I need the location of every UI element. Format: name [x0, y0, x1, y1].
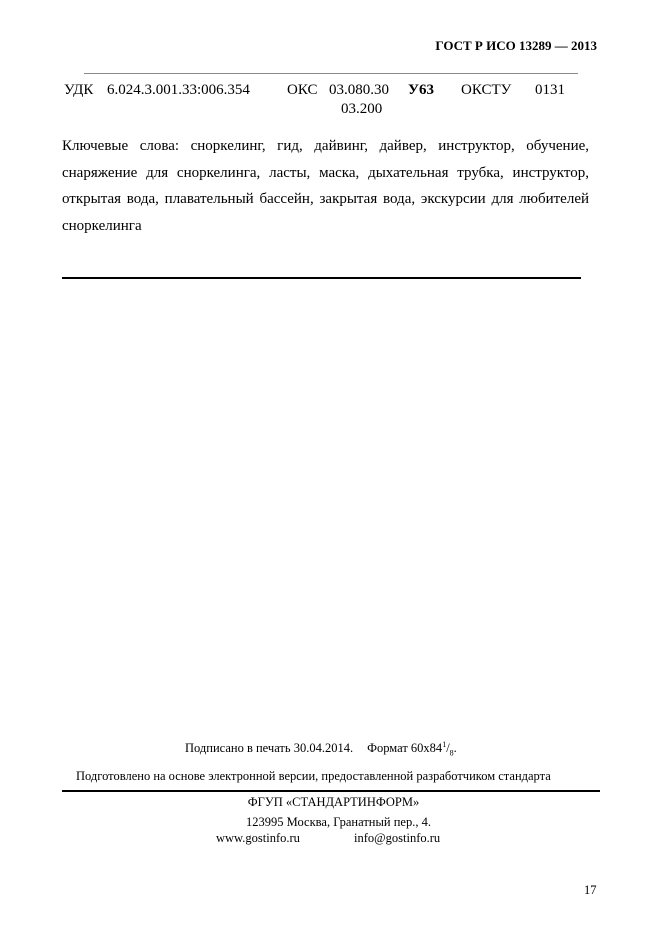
oks-value-secondary: 03.200: [341, 101, 383, 117]
publisher-website-link[interactable]: www.gostinfo.ru: [216, 831, 300, 845]
udk-value: 6.024.3.001.33:006.354: [107, 82, 250, 98]
standard-designation: ГОСТ Р ИСО 13289 — 2013: [435, 38, 597, 53]
format-text: Формат $60x84^1/_8$.: [367, 740, 457, 758]
footer-divider: [62, 790, 600, 792]
publisher-email-link[interactable]: info@gostinfo.ru: [354, 831, 441, 845]
oks-label: ОКС: [287, 82, 318, 98]
u-code: У63: [408, 82, 435, 98]
publisher-address: 123995 Москва, Гранатный пер., 4.: [246, 815, 431, 829]
imprint-prepared: Подготовлено на основе электронной версии, предоставленной разработчиком стандарта: [76, 769, 551, 783]
keywords-label: Ключевые слова:: [62, 138, 180, 154]
imprint-signed: [185, 740, 457, 758]
format-label: Формат 60x84: [367, 741, 443, 756]
signed-date-text: Подписано в печать 30.04.2014.: [185, 741, 354, 756]
okstu-label: ОКСТУ: [461, 82, 512, 98]
publisher-name: ФГУП «СТАНДАРТИНФОРМ»: [247, 795, 420, 809]
udk-label: УДК: [64, 82, 94, 98]
header-divider: [84, 73, 578, 74]
section-divider: [62, 277, 581, 279]
oks-value: 03.080.30: [329, 82, 389, 98]
keywords-text: сноркелинг, гид, дайвинг, дайвер, инструктор, обучение, снаряжение для сноркелинга, ласты, маска, дыхательная трубка, инструктор, открытая вода, плавательный бассейн, закрытая вода, экскурсии для любителей сноркелинга: [62, 138, 590, 234]
keywords-paragraph: [62, 133, 589, 239]
format-denominator: 8: [449, 748, 454, 758]
page-number: 17: [584, 883, 597, 897]
okstu-value: 0131: [535, 82, 565, 98]
format-numerator: 1: [442, 740, 447, 749]
